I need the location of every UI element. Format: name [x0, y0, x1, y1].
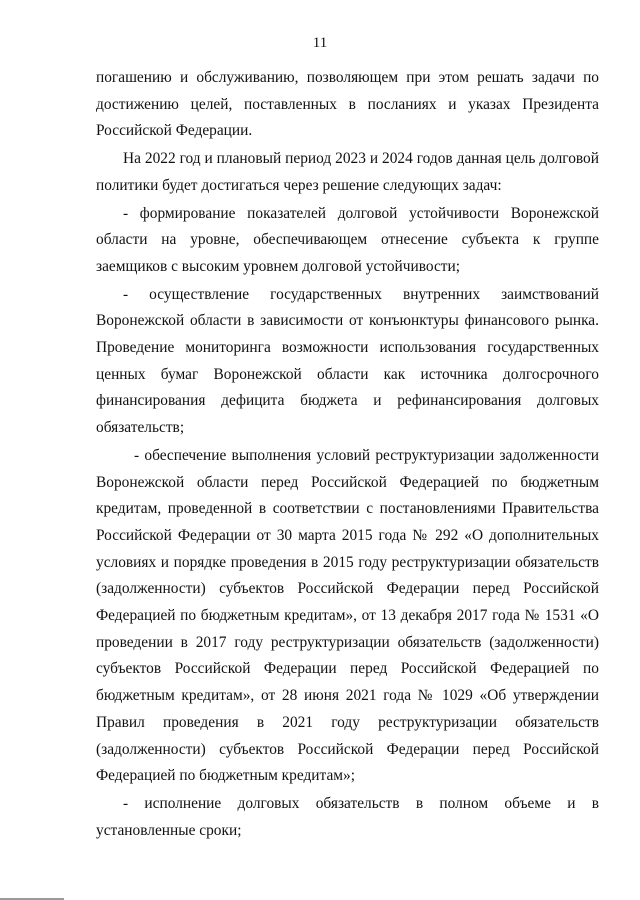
paragraph-goal-intro: На 2022 год и плановый период 2023 и 2024 годов данная цель долговой политики будет достигаться через решение следующих задач: — [96, 150, 599, 194]
list-item-restructuring: - обеспечение выполнения условий реструктуризации задолженности Воронежской области перед Российской Федерацией по бюджетным кредитам, проведенной в соответствии с постановлениями Правительства Российской Федерации от 30 марта 2015 года № 292 «О дополнительных условиях и порядке проведения в 2015 году реструктуризации обязательств (задолженности) субъектов Российской Федерации перед Российской Федерацией по бюджетным кредитам», от 13 декабря 2017 года № 1531 «О проведении в 2017 году реструктуризации обязательств (задолженности) субъектов Российской Федерации перед Российской Федерацией по бюджетным кредитам», от 28 июня 2021 года № 1029 «Об утверждении Правил проведения в 2021 году реструктуризации обязательств (задолженности) субъектов Российской Федерации перед Российской Федерацией по бюджетным кредитам»; — [96, 446, 599, 785]
list-item-obligations: - исполнение долговых обязательств в полном объеме и в установленные сроки; — [96, 794, 599, 839]
paragraph-continuation: погашению и обслуживанию, позволяющем при этом решать задачи по достижению целей, поставленных в посланиях и указах Президента Российской Федерации. — [96, 69, 599, 140]
page-number: 11 — [312, 35, 328, 51]
list-item-debt-sustainability: - формирование показателей долговой устойчивости Воронежской области на уровне, обеспечивающем отнесение субъекта к группе заемщиков с высоким уровнем долговой устойчивости; — [96, 204, 599, 275]
document-body — [96, 65, 599, 845]
list-item-borrowings: - осуществление государственных внутренних заимствований Воронежской области в зависимости от конъюнктуры финансового рынка. Проведение мониторинга возможности использования государственных ценных бумаг Воронежской области как источника долгосрочного финансирования дефицита бюджета и рефинансирования долговых обязательств; — [96, 285, 599, 437]
